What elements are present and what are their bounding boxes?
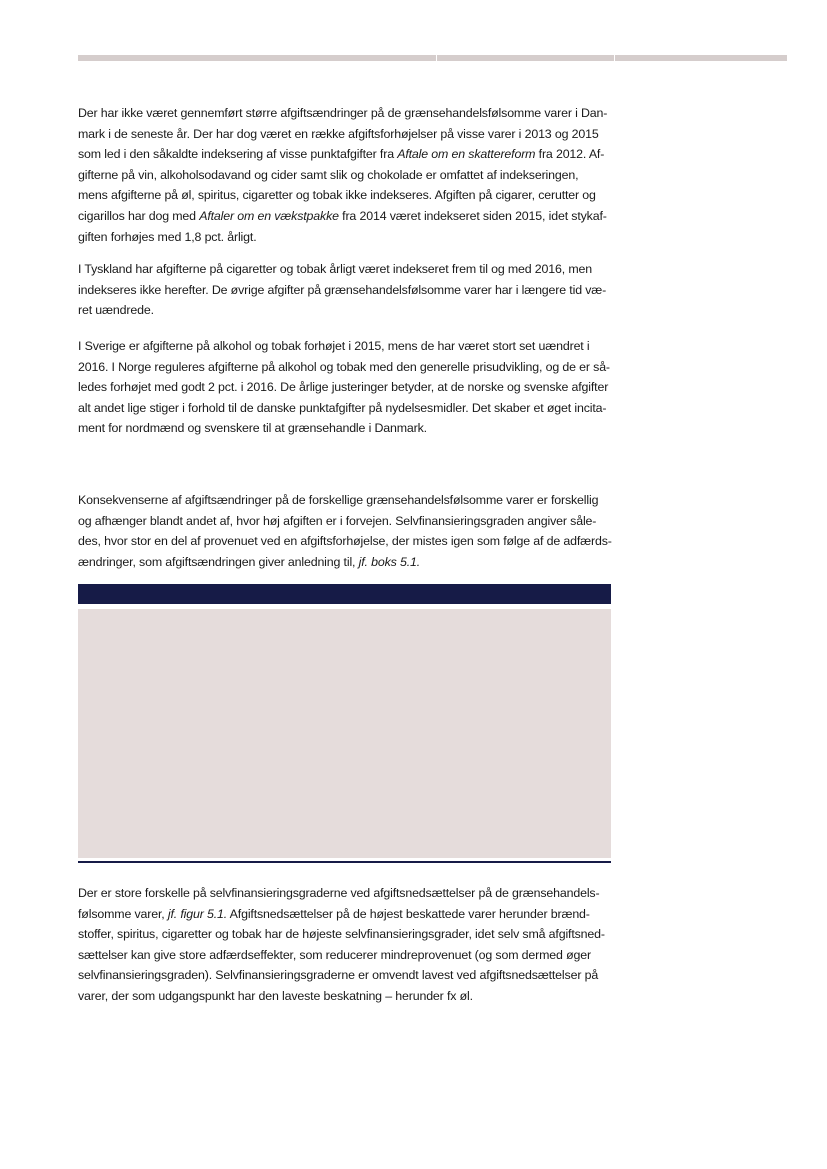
text-line xyxy=(78,552,618,573)
text-line xyxy=(78,259,618,280)
text-line xyxy=(78,185,618,206)
text-segment: ment for nordmænd og svenskere til at grænsehandle i Danmark. xyxy=(78,421,427,436)
text-line xyxy=(78,300,618,321)
paragraph-intro xyxy=(78,103,618,247)
text-line xyxy=(78,418,618,439)
text-line xyxy=(78,398,618,419)
text-line xyxy=(78,377,618,398)
box-body xyxy=(78,609,611,858)
text-segment: Konsekvenserne af afgiftsændringer på de forskellige grænsehandelsfølsomme varer er forskellig xyxy=(78,493,599,507)
text-segment: gifterne på vin, alkoholsodavand og cider samt slik og chokolade er omfattet af indekseringen, xyxy=(78,167,579,182)
text-segment: følsomme varer, xyxy=(78,906,168,921)
text-line xyxy=(78,357,618,378)
text-segment: 2016. I Norge reguleres afgifterne på alkohol og tobak med den generelle prisudvikling, og de er så- xyxy=(78,359,610,374)
text-line xyxy=(78,945,618,966)
text-line xyxy=(78,904,618,925)
paragraph-self-financing xyxy=(78,883,618,1007)
text-segment: ændringer, som afgiftsændringen giver anledning til, xyxy=(78,554,359,569)
text-segment: varer, der som udgangspunkt har den laveste beskatning – herunder fx øl. xyxy=(78,988,473,1003)
paragraph-consequences xyxy=(78,490,618,572)
text-segment: ledes forhøjet med godt 2 pct. i 2016. De årlige justeringer betyder, at de norske og svenske afgifter xyxy=(78,380,609,395)
text-line xyxy=(78,511,618,532)
box-bottom-rule xyxy=(78,861,611,863)
italic-reference: jf. figur 5.1. xyxy=(167,906,228,921)
text-segment: mens afgifterne på øl, spiritus, cigaretter og tobak ikke indekseres. Afgiften på cigarer, cerutter og xyxy=(78,188,596,203)
text-segment: fra 2012. Af- xyxy=(535,147,605,162)
text-segment: alt andet lige stiger i forhold til de danske punktafgifter på nydelsesmidler. Det skaber et øget incita- xyxy=(78,400,607,415)
top-rule xyxy=(78,55,787,61)
text-segment: giften forhøjes med 1,8 pct. årligt. xyxy=(78,229,257,244)
italic-reference: Aftale om en skattereform xyxy=(397,147,536,162)
text-segment: I Sverige er afgifterne på alkohol og tobak forhøjet i 2015, mens de har været stort set uændret i xyxy=(78,339,590,353)
text-line xyxy=(78,883,618,904)
text-segment: indekseres ikke herefter. De øvrige afgifter på grænsehandelsfølsomme varer har i længere tid væ- xyxy=(78,282,607,297)
text-line xyxy=(78,336,618,357)
italic-reference: jf. boks 5.1. xyxy=(358,554,421,569)
text-segment: stoffer, spiritus, cigaretter og tobak har de højeste selvfinansieringsgrader, idet selv små afgiftsned- xyxy=(78,927,605,942)
text-segment: I Tyskland har afgifterne på cigaretter og tobak årligt været indekseret frem til og med 2016, men xyxy=(78,262,593,276)
text-segment: ret uændrede. xyxy=(78,303,154,318)
text-segment: des, hvor stor en del af provenuet ved en afgiftsforhøjelse, der mistes igen som følge af de adfærds- xyxy=(78,534,612,549)
text-line xyxy=(78,103,618,124)
text-segment: som led i den såkaldte indeksering af visse punktafgifter fra xyxy=(78,147,398,162)
paragraph-germany xyxy=(78,259,618,321)
text-line xyxy=(78,227,618,248)
text-segment: Afgiftsnedsættelser på de højest beskattede varer herunder brænd- xyxy=(227,906,590,921)
text-line xyxy=(78,206,618,227)
text-line xyxy=(78,531,618,552)
text-line xyxy=(78,165,618,186)
text-line xyxy=(78,986,618,1007)
text-segment: Der er store forskelle på selvfinansieringsgraderne ved afgiftsnedsættelser på de grænsehandels- xyxy=(78,886,600,900)
text-line xyxy=(78,490,618,511)
text-segment: og afhænger blandt andet af, hvor høj afgiften er i forvejen. Selvfinansieringsgraden angiver såle- xyxy=(78,513,597,528)
text-segment: cigarillos har dog med xyxy=(78,208,200,223)
text-line xyxy=(78,124,618,145)
text-line xyxy=(78,280,618,301)
top-rule-divider xyxy=(436,55,437,61)
text-line xyxy=(78,144,618,165)
top-rule-divider xyxy=(614,55,615,61)
box-header-bar xyxy=(78,584,611,604)
paragraph-sweden-norway xyxy=(78,336,618,439)
italic-reference: Aftaler om en vækstpakke xyxy=(199,208,339,223)
text-segment: Der har ikke været gennemført større afgiftsændringer på de grænsehandelsfølsomme varer i Dan- xyxy=(78,106,608,120)
text-segment: selvfinansieringsgraden). Selvfinansieringsgraderne er omvendt lavest ved afgiftsnedsættelser på xyxy=(78,968,599,983)
text-segment: sættelser kan give store adfærdseffekter, som reducerer mindreprovenuet (og som dermed øger xyxy=(78,947,591,962)
text-line xyxy=(78,924,618,945)
text-segment: fra 2014 været indekseret siden 2015, idet stykaf- xyxy=(338,208,607,223)
text-segment: mark i de seneste år. Der har dog været en række afgiftsforhøjelser på visse varer i 2013 og 2015 xyxy=(78,126,599,141)
text-line xyxy=(78,965,618,986)
